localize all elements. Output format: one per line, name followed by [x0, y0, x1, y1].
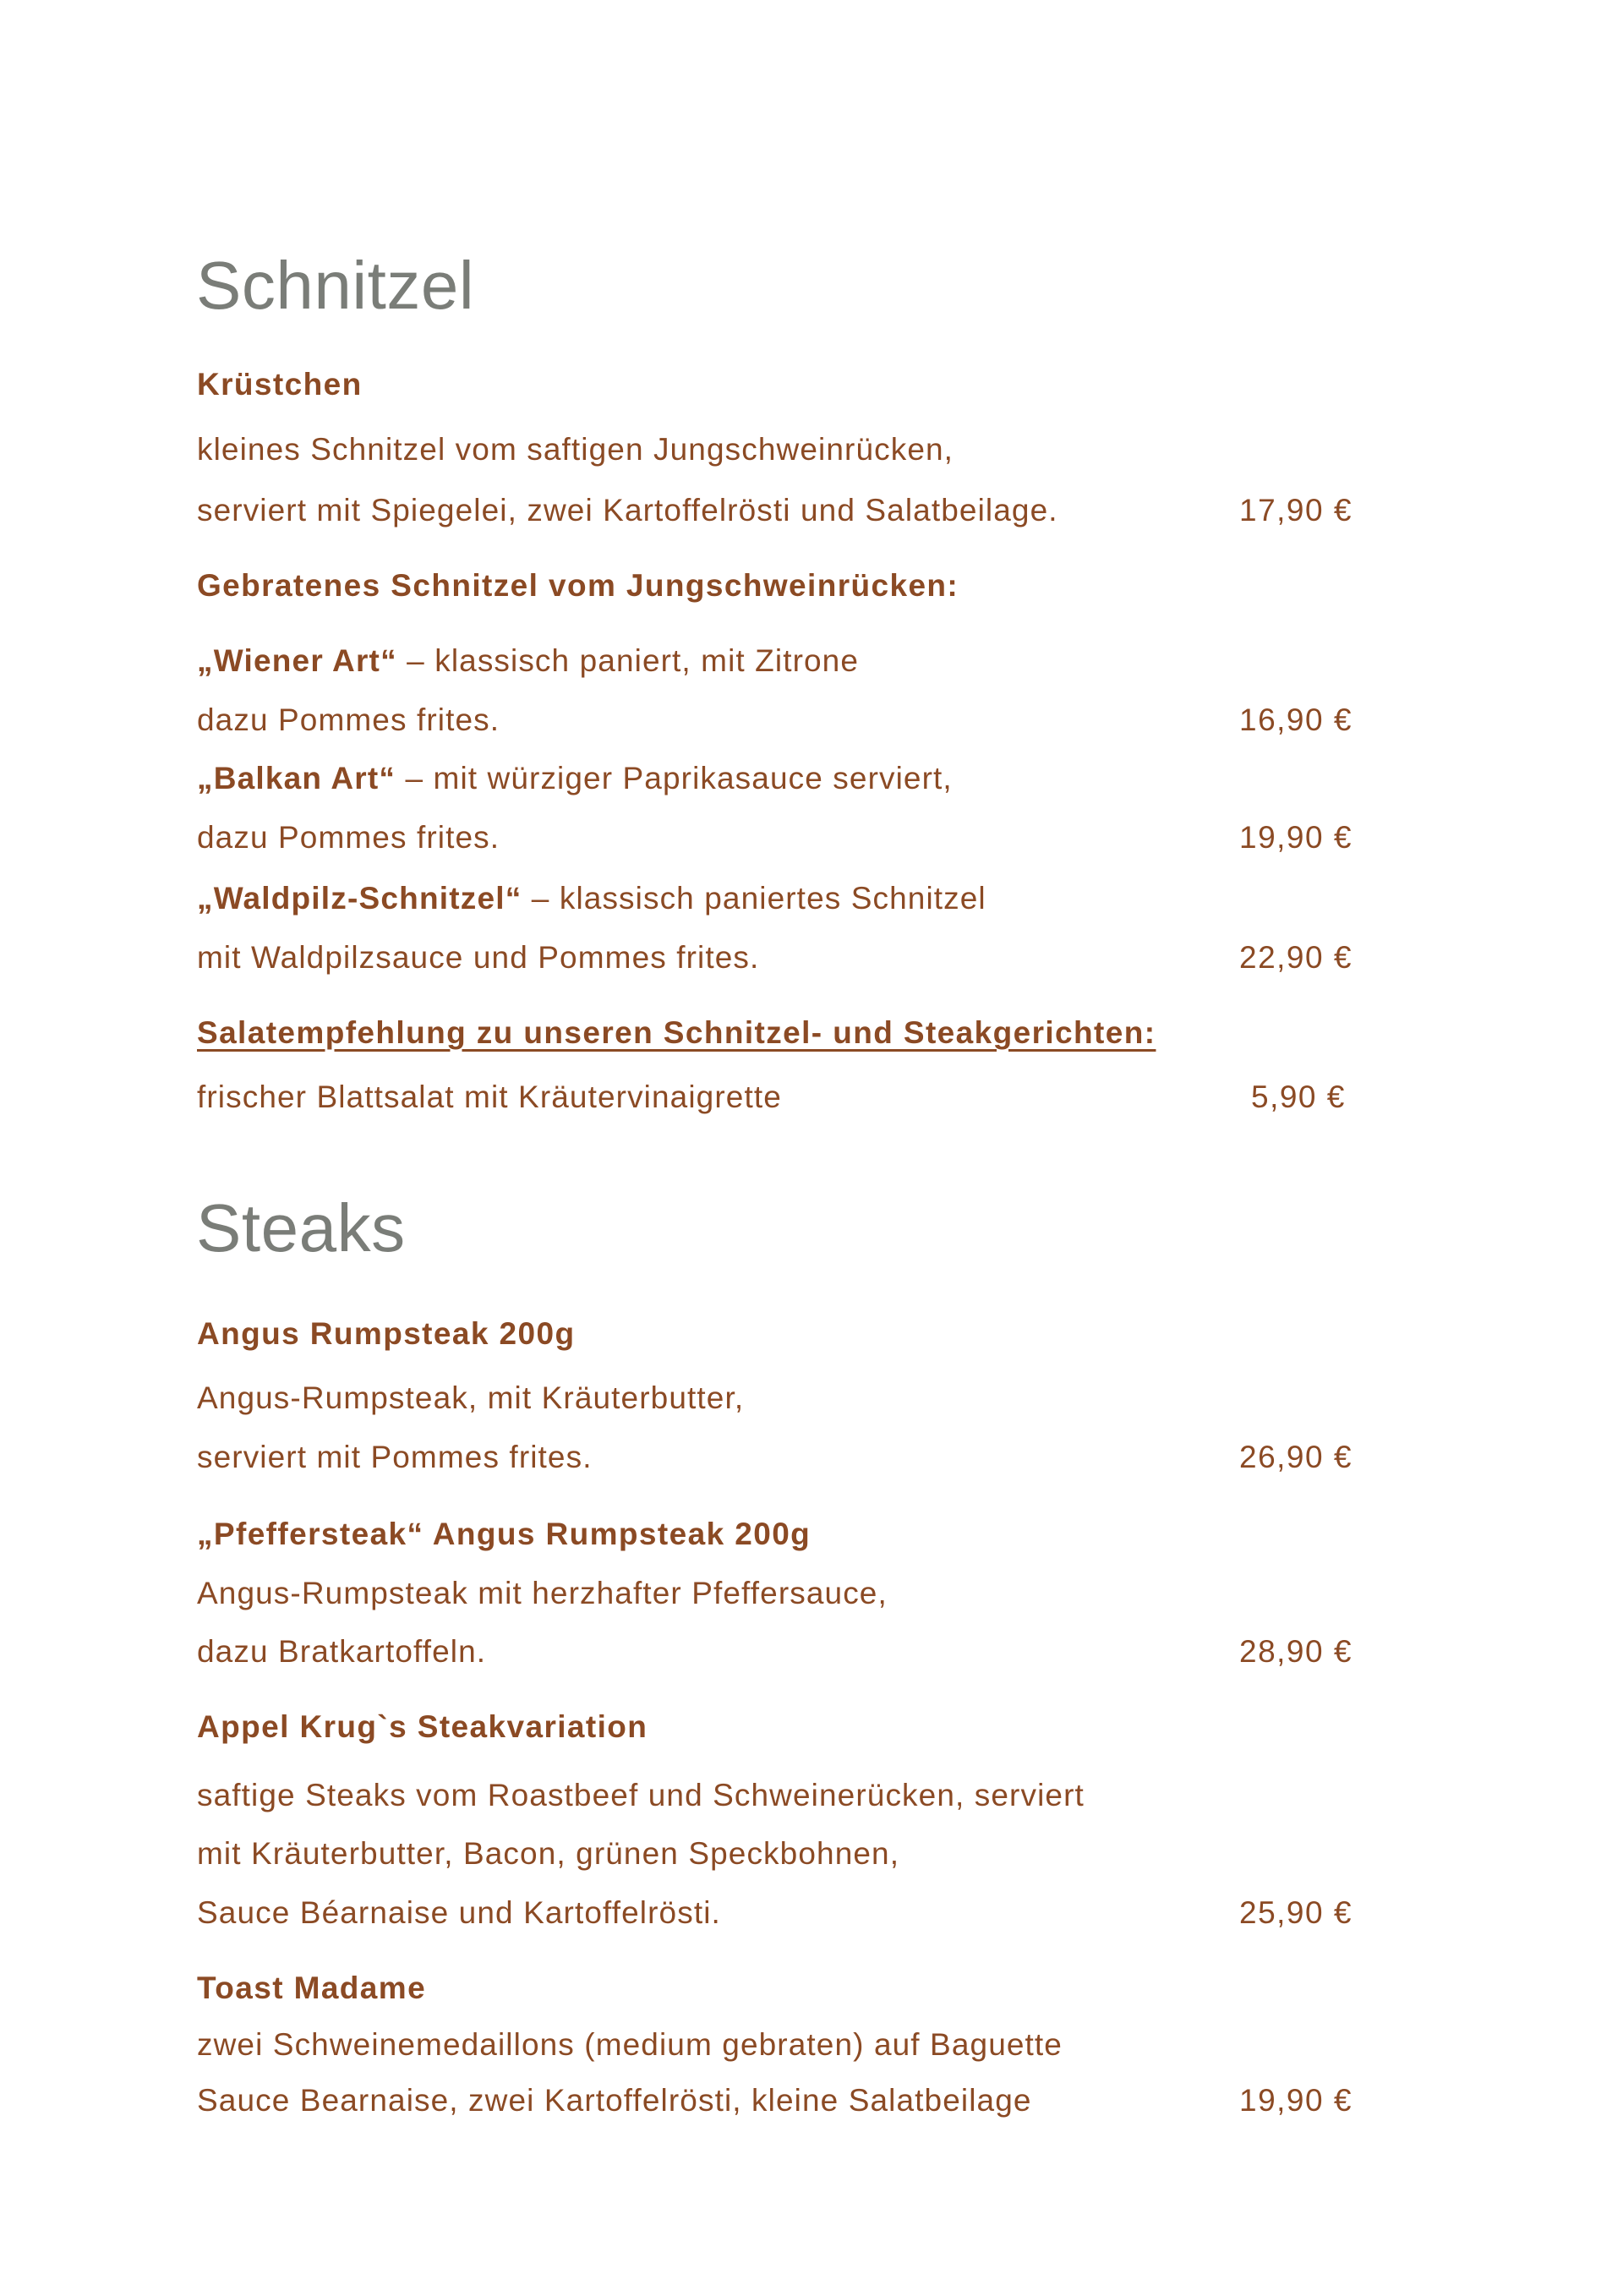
item-description: kleines Schnitzel vom saftigen Jungschweinrücken, [197, 432, 954, 467]
item-description: frischer Blattsalat mit Kräutervinaigrette [197, 1080, 782, 1114]
item-description: Angus-Rumpsteak mit herzhafter Pfeffersauce, [197, 1576, 888, 1610]
item-description: saftige Steaks vom Roastbeef und Schweinerücken, serviert [197, 1778, 1085, 1812]
item-description: dazu Pommes frites. [197, 820, 500, 855]
item-name: „Waldpilz-Schnitzel“ [197, 881, 522, 916]
item-price: 28,90 € [1239, 1634, 1352, 1669]
section-title-steaks: Steaks [196, 1190, 406, 1266]
item-name: Krüstchen [197, 367, 363, 402]
item-line [197, 879, 1380, 918]
item-description: serviert mit Spiegelei, zwei Kartoffelrösti und Salatbeilage. [197, 493, 1058, 528]
item-line [197, 642, 1380, 681]
item-description: dazu Bratkartoffeln. [197, 1634, 487, 1669]
item-description: zwei Schweinemedaillons (medium gebraten) auf Baguette [197, 2027, 1063, 2062]
item-price: 19,90 € [1239, 820, 1352, 855]
item-description: mit Kräuterbutter, Bacon, grünen Speckbohnen, [197, 1836, 900, 1871]
salad-heading [197, 1014, 1380, 1052]
item-price: 26,90 € [1239, 1440, 1352, 1474]
item-name: „Wiener Art“ [197, 643, 397, 678]
section-title-schnitzel: Schnitzel [196, 248, 475, 323]
subheading-gebratenes-schnitzel: Gebratenes Schnitzel vom Jungschweinrücken: [197, 568, 959, 603]
item-name: Appel Krug`s Steakvariation [197, 1709, 648, 1744]
item-price: 19,90 € [1239, 2083, 1352, 2118]
item-description: – klassisch paniert, mit Zitrone [396, 643, 860, 678]
item-name: Toast Madame [197, 1971, 427, 2005]
item-description: – klassisch paniertes Schnitzel [522, 881, 986, 916]
item-description: Sauce Béarnaise und Kartoffelrösti. [197, 1895, 721, 1930]
item-description: serviert mit Pommes frites. [197, 1440, 593, 1474]
item-name: „Pfeffersteak“ Angus Rumpsteak 200g [197, 1517, 812, 1551]
item-description: mit Waldpilzsauce und Pommes frites. [197, 940, 760, 975]
item-name: „Balkan Art“ [197, 761, 396, 795]
item-price: 17,90 € [1239, 493, 1352, 528]
item-price: 5,90 € [1251, 1080, 1346, 1114]
item-name: Angus Rumpsteak 200g [197, 1316, 576, 1351]
item-description: Sauce Bearnaise, zwei Kartoffelrösti, kleine Salatbeilage [197, 2083, 1032, 2118]
item-price: 22,90 € [1239, 940, 1352, 975]
item-price: 25,90 € [1239, 1895, 1352, 1930]
item-description: dazu Pommes frites. [197, 702, 500, 737]
salad-heading-text: Salatempfehlung zu unseren Schnitzel- und Steakgerichten: [197, 1015, 1156, 1050]
item-price: 16,90 € [1239, 702, 1352, 737]
item-description: Angus-Rumpsteak, mit Kräuterbutter, [197, 1380, 745, 1415]
item-line [197, 759, 1380, 798]
item-description: – mit würziger Paprikasauce serviert, [396, 761, 953, 795]
